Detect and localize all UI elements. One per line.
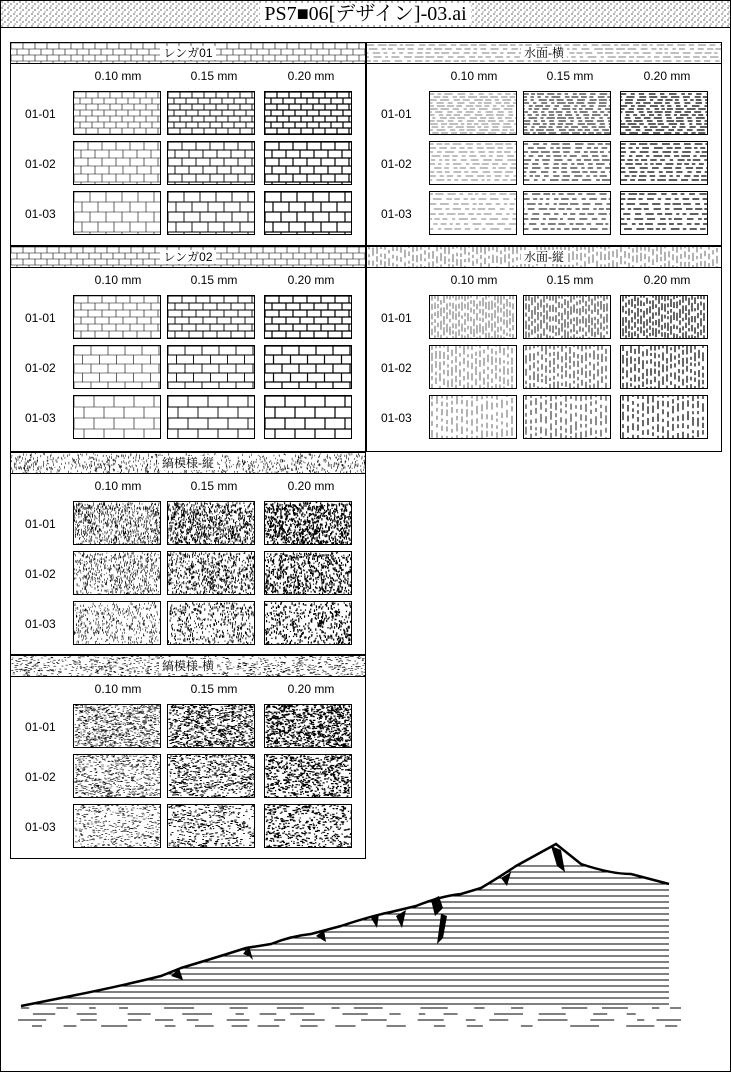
pattern-swatch	[264, 704, 352, 748]
column-header: 0.20 mm	[643, 273, 691, 287]
row-header: 01-03	[25, 207, 56, 221]
pattern-swatch	[620, 91, 708, 135]
column-header: 0.15 mm	[546, 273, 594, 287]
pattern-swatch	[264, 395, 352, 439]
column-header: 0.10 mm	[450, 69, 498, 83]
pattern-swatch	[264, 141, 352, 185]
panel-brick01	[10, 42, 366, 246]
column-header: 0.10 mm	[94, 479, 142, 493]
pattern-swatch	[73, 295, 161, 339]
panel-stripe-horizontal	[10, 655, 366, 859]
row-header: 01-03	[25, 411, 56, 425]
pattern-swatch	[73, 191, 161, 235]
pattern-swatch	[429, 295, 517, 339]
pattern-swatch	[264, 501, 352, 545]
pattern-swatch	[167, 91, 255, 135]
pattern-swatch	[523, 191, 611, 235]
pattern-swatch	[620, 191, 708, 235]
panel-title: レンガ02	[11, 247, 365, 267]
pattern-swatch	[167, 295, 255, 339]
column-header: 0.10 mm	[450, 273, 498, 287]
panel-water-vertical	[366, 246, 722, 452]
row-header: 01-03	[25, 820, 56, 834]
row-header: 01-01	[381, 311, 412, 325]
pattern-swatch	[73, 551, 161, 595]
pattern-swatch	[523, 91, 611, 135]
pattern-swatch	[167, 141, 255, 185]
pattern-swatch	[620, 141, 708, 185]
row-header: 01-02	[25, 770, 56, 784]
title-bar	[1, 1, 730, 28]
panel-header	[367, 43, 721, 64]
pattern-swatch	[264, 91, 352, 135]
panel-title: 水面-横	[367, 43, 721, 63]
column-header: 0.20 mm	[287, 682, 335, 696]
panel-brick02	[10, 246, 366, 452]
column-header: 0.20 mm	[287, 69, 335, 83]
column-header: 0.15 mm	[190, 682, 238, 696]
column-header: 0.15 mm	[190, 273, 238, 287]
panel-header	[11, 453, 365, 474]
panel-water-horizontal	[366, 42, 722, 246]
row-header: 01-02	[25, 157, 56, 171]
mountain-illustration	[11, 836, 681, 1036]
pattern-swatch	[167, 395, 255, 439]
pattern-swatch	[523, 295, 611, 339]
row-header: 01-01	[25, 720, 56, 734]
pattern-swatch	[523, 395, 611, 439]
pattern-swatch	[264, 754, 352, 798]
pattern-swatch	[73, 395, 161, 439]
pattern-swatch	[167, 345, 255, 389]
pattern-swatch	[264, 601, 352, 645]
pattern-swatch	[429, 191, 517, 235]
pattern-swatch	[73, 501, 161, 545]
column-header: 0.10 mm	[94, 69, 142, 83]
pattern-swatch	[73, 601, 161, 645]
panel-title: レンガ01	[11, 43, 365, 63]
pattern-swatch	[167, 191, 255, 235]
row-header: 01-03	[381, 207, 412, 221]
panel-title: 縞模様-縦	[11, 453, 365, 473]
row-header: 01-03	[25, 617, 56, 631]
pattern-swatch	[429, 395, 517, 439]
pattern-swatch	[523, 141, 611, 185]
pattern-swatch	[73, 754, 161, 798]
column-header: 0.15 mm	[546, 69, 594, 83]
row-header: 01-01	[25, 517, 56, 531]
pattern-swatch	[620, 345, 708, 389]
row-header: 01-02	[381, 157, 412, 171]
pattern-swatch	[523, 345, 611, 389]
column-header: 0.15 mm	[190, 69, 238, 83]
pattern-swatch	[73, 141, 161, 185]
pattern-swatch	[167, 551, 255, 595]
pattern-swatch	[167, 754, 255, 798]
row-header: 01-02	[25, 361, 56, 375]
column-header: 0.15 mm	[190, 479, 238, 493]
row-header: 01-02	[381, 361, 412, 375]
column-header: 0.20 mm	[643, 69, 691, 83]
pattern-swatch	[167, 501, 255, 545]
pattern-swatch	[620, 395, 708, 439]
panel-header	[367, 247, 721, 268]
pattern-swatch	[167, 704, 255, 748]
panel-stripe-vertical	[10, 452, 366, 655]
pattern-swatch	[620, 295, 708, 339]
row-header: 01-02	[25, 567, 56, 581]
row-header: 01-01	[381, 107, 412, 121]
panel-header	[11, 656, 365, 677]
pattern-swatch	[429, 91, 517, 135]
panel-header	[11, 247, 365, 268]
panel-header	[11, 43, 365, 64]
row-header: 01-01	[25, 311, 56, 325]
pattern-swatch	[264, 551, 352, 595]
row-header: 01-03	[381, 411, 412, 425]
panel-title: 水面-縦	[367, 247, 721, 267]
document-title: PS7■06[デザイン]-03.ai	[1, 1, 730, 27]
pattern-swatch	[264, 345, 352, 389]
column-header: 0.20 mm	[287, 479, 335, 493]
column-header: 0.10 mm	[94, 682, 142, 696]
pattern-swatch	[73, 91, 161, 135]
pattern-swatch	[264, 295, 352, 339]
column-header: 0.20 mm	[287, 273, 335, 287]
pattern-swatch	[264, 191, 352, 235]
row-header: 01-01	[25, 107, 56, 121]
column-header: 0.10 mm	[94, 273, 142, 287]
pattern-swatch	[429, 345, 517, 389]
pattern-swatch	[167, 601, 255, 645]
panel-title: 縞模様-横	[11, 656, 365, 676]
pattern-swatch	[73, 704, 161, 748]
pattern-swatch	[429, 141, 517, 185]
pattern-swatch	[73, 345, 161, 389]
